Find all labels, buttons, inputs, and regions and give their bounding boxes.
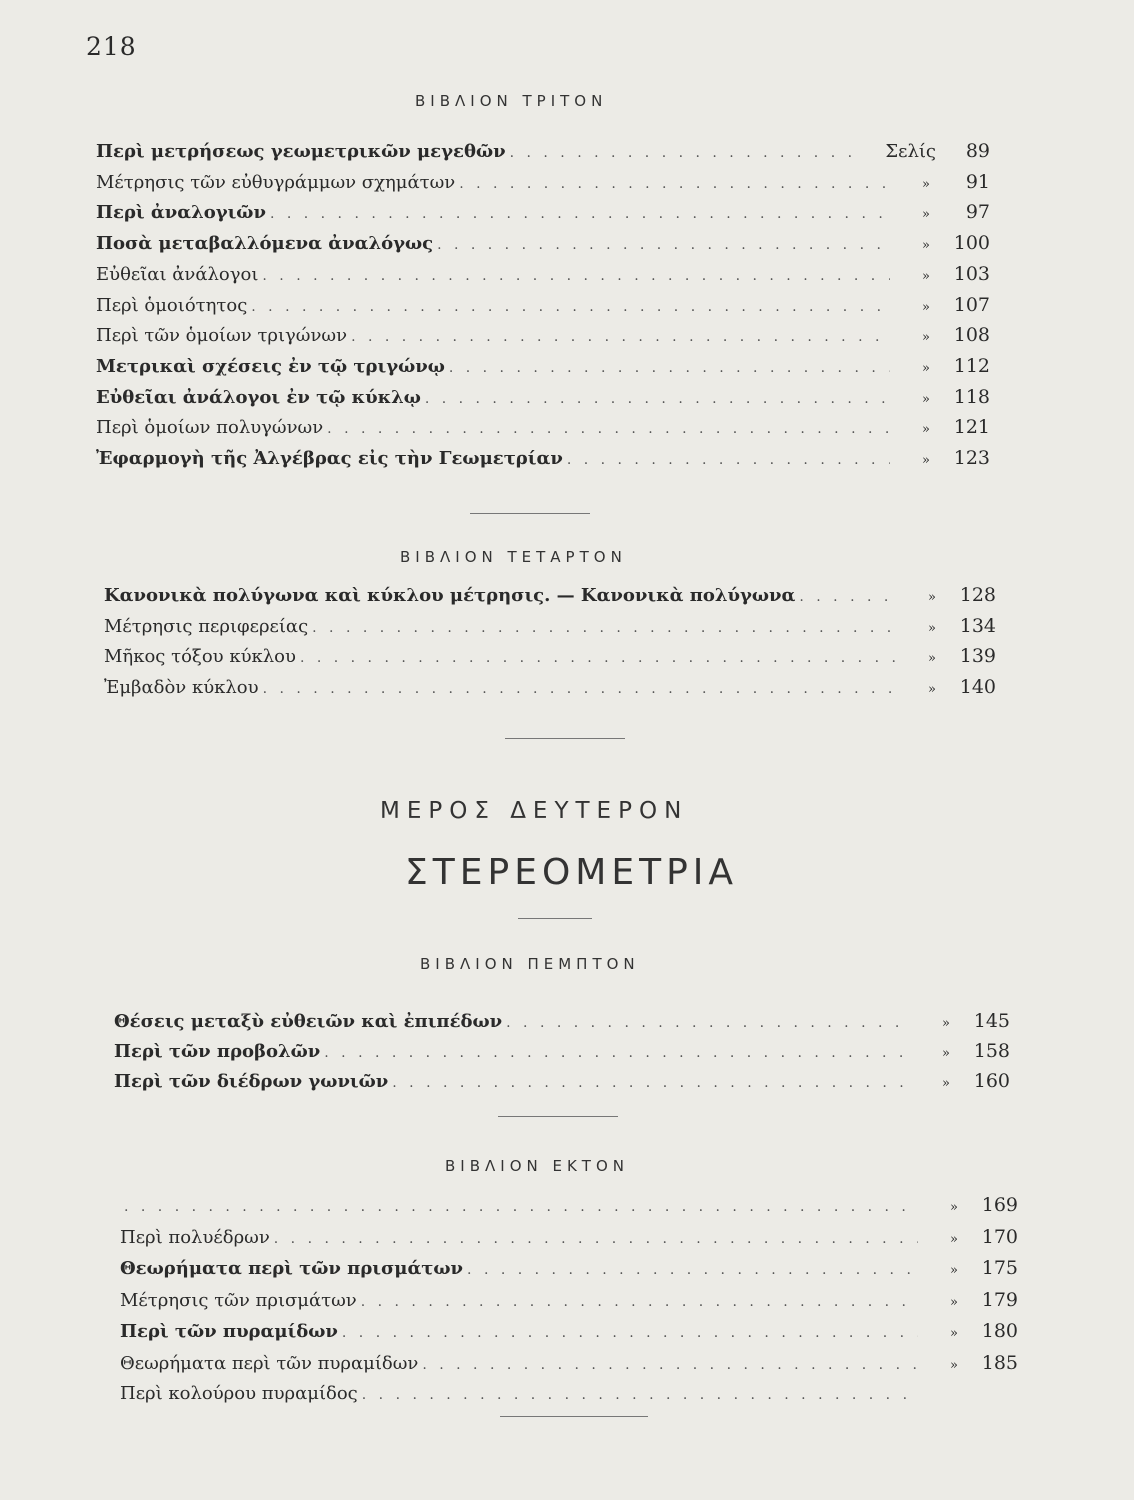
toc-entry bbox=[114, 1040, 1010, 1062]
dot-leader bbox=[361, 1294, 918, 1310]
toc-entry-page: 169 bbox=[981, 1194, 1018, 1216]
toc-entry-marker: » bbox=[950, 1294, 958, 1310]
dot-leader bbox=[327, 421, 890, 437]
dot-leader bbox=[300, 650, 896, 666]
toc-entry bbox=[96, 416, 990, 438]
toc-entry-marker: » bbox=[950, 1231, 958, 1247]
toc-entry-title: Περὶ τῶν ὁμοίων τριγώνων bbox=[96, 325, 348, 347]
toc-entry-marker: » bbox=[922, 238, 930, 254]
toc-entry-marker: » bbox=[922, 360, 930, 376]
divider-2 bbox=[505, 738, 625, 739]
part2-heading: ΜΕΡΟΣ ΔΕΥΤΕΡΟΝ bbox=[380, 798, 689, 824]
toc-entry bbox=[104, 676, 996, 698]
toc-entry-page: 128 bbox=[959, 584, 996, 606]
toc-entry-title: Μετρικαὶ σχέσεις ἐν τῷ τριγώνῳ bbox=[96, 355, 445, 377]
dot-leader bbox=[425, 391, 890, 407]
toc-entry bbox=[96, 447, 990, 469]
toc-entry-marker: Σελίς bbox=[885, 141, 936, 162]
dot-leader bbox=[262, 268, 890, 284]
toc-entry-marker: » bbox=[922, 391, 930, 407]
toc-entry-title: Ἐμβαδὸν κύκλου bbox=[104, 676, 259, 698]
toc-entry-marker: » bbox=[950, 1263, 958, 1278]
dot-leader bbox=[567, 452, 890, 468]
toc-entry-marker: » bbox=[922, 268, 930, 284]
toc-entry-marker: » bbox=[942, 1076, 950, 1091]
divider-5 bbox=[500, 1416, 648, 1417]
toc-entry-page: 139 bbox=[959, 645, 996, 667]
toc-entry-marker: » bbox=[922, 453, 930, 468]
toc-entry-page: 160 bbox=[973, 1070, 1010, 1092]
toc-entry bbox=[114, 1070, 1010, 1092]
toc-entry-title: Μέτρησις τῶν πρισμάτων bbox=[120, 1289, 357, 1311]
dot-leader bbox=[251, 299, 890, 315]
toc-entry-title: Περὶ ὁμοίων πολυγώνων bbox=[96, 417, 324, 439]
toc-entry-title: Περὶ ὁμοιότητος bbox=[96, 294, 248, 316]
toc-entry-page: 134 bbox=[959, 614, 996, 637]
toc-entry-marker: » bbox=[922, 330, 930, 346]
toc-entry-page: 170 bbox=[981, 1225, 1018, 1248]
toc-entry-marker: » bbox=[942, 1016, 950, 1031]
toc-entry bbox=[96, 294, 990, 316]
page-number: 218 bbox=[86, 32, 137, 61]
toc-entry bbox=[120, 1194, 1018, 1216]
dot-leader bbox=[506, 1015, 910, 1031]
toc-entry bbox=[96, 324, 990, 346]
book4-heading: ΒΙΒΛΙΟΝ ΤΕΤΑΡΤΟΝ bbox=[400, 548, 627, 566]
toc-entry-page: 121 bbox=[953, 416, 990, 439]
dot-leader bbox=[392, 1075, 910, 1091]
toc-entry-marker: » bbox=[928, 590, 936, 605]
toc-entry-page: 91 bbox=[965, 170, 990, 193]
dot-leader bbox=[324, 1045, 910, 1061]
toc-entry bbox=[96, 201, 990, 223]
toc-entry-page: 185 bbox=[981, 1351, 1018, 1374]
toc-entry-page: 89 bbox=[965, 140, 990, 162]
toc-entry-page: 123 bbox=[953, 447, 990, 469]
dot-leader bbox=[274, 1231, 918, 1247]
toc-entry-page: 140 bbox=[959, 675, 996, 698]
toc-entry bbox=[120, 1226, 1018, 1248]
toc-entry-page: 180 bbox=[981, 1320, 1018, 1342]
toc-entry-page: 179 bbox=[981, 1288, 1018, 1311]
toc-entry-title: Θεωρήματα περὶ τῶν πυραμίδων bbox=[120, 1352, 419, 1374]
dot-leader bbox=[422, 1357, 918, 1373]
toc-entry bbox=[104, 645, 996, 667]
divider-3 bbox=[518, 918, 592, 919]
dot-leader bbox=[362, 1387, 918, 1403]
toc-entry-marker: » bbox=[922, 422, 930, 438]
dot-leader bbox=[124, 1199, 918, 1215]
toc-entry-page: 175 bbox=[981, 1257, 1018, 1279]
toc-entry-title: Εὐθεῖαι ἀνάλογοι ἐν τῷ κύκλῳ bbox=[96, 386, 421, 408]
toc-entry-title: Εὐθεῖαι ἀνάλογοι bbox=[96, 263, 259, 285]
toc-entry-marker: » bbox=[950, 1357, 958, 1373]
toc-entry bbox=[120, 1320, 1018, 1342]
toc-entry-title: Μῆκος τόξου κύκλου bbox=[104, 646, 296, 667]
toc-entry bbox=[120, 1383, 1018, 1404]
part2-subject: ΣΤΕΡΕΟΜΕΤΡΙΑ bbox=[405, 852, 739, 893]
toc-entry bbox=[96, 232, 990, 254]
dot-leader bbox=[351, 329, 890, 345]
toc-entry-marker: » bbox=[922, 207, 930, 223]
toc-entry-page: 103 bbox=[953, 262, 990, 285]
toc-entry-page: 108 bbox=[953, 324, 990, 347]
dot-leader bbox=[467, 1262, 918, 1278]
toc-entry-page: 158 bbox=[973, 1040, 1010, 1062]
toc-entry-marker: » bbox=[928, 651, 936, 666]
toc-entry-title: Μέτρησις περιφερείας bbox=[104, 615, 309, 637]
toc-entry-title: Ἐφαρμογὴ τῆς Ἀλγέβρας εἰς τὴν Γεωμετρίαν bbox=[96, 448, 563, 469]
dot-leader bbox=[270, 206, 890, 222]
toc-entry bbox=[104, 615, 996, 637]
toc-entry-title: Θέσεις μεταξὺ εὐθειῶν καὶ ἐπιπέδων bbox=[114, 1011, 503, 1032]
toc-entry-title: Ποσὰ μεταβαλλόμενα ἀναλόγως bbox=[96, 233, 434, 255]
toc-entry bbox=[104, 584, 996, 606]
toc-entry-title: Μέτρησις τῶν εὐθυγράμμων σχημάτων bbox=[96, 171, 456, 193]
toc-entry-title: Περὶ μετρήσεως γεωμετρικῶν μεγεθῶν bbox=[96, 141, 506, 162]
toc-entry-title: Θεωρήματα περὶ τῶν πρισμάτων bbox=[120, 1258, 464, 1279]
dot-leader bbox=[312, 620, 896, 636]
toc-entry-marker: » bbox=[922, 176, 930, 192]
toc-entry bbox=[96, 171, 990, 193]
toc-entry-marker: » bbox=[950, 1326, 958, 1341]
toc-entry-marker: » bbox=[922, 299, 930, 315]
toc-entry-page: 118 bbox=[953, 385, 990, 408]
dot-leader bbox=[342, 1325, 918, 1341]
divider-1 bbox=[470, 513, 590, 514]
toc-entry-marker: » bbox=[928, 681, 936, 697]
toc-entry-title: Περὶ τῶν προβολῶν bbox=[114, 1041, 321, 1062]
toc-entry-page: 97 bbox=[965, 201, 990, 224]
dot-leader bbox=[459, 176, 890, 192]
toc-entry-page: 107 bbox=[953, 293, 990, 316]
toc-entry-title: Περὶ πολυέδρων bbox=[120, 1226, 270, 1248]
book5-heading: ΒΙΒΛΙΟΝ ΠΕΜΠΤΟΝ bbox=[420, 955, 640, 973]
toc-entry bbox=[120, 1352, 1018, 1374]
dot-leader bbox=[263, 681, 896, 697]
toc-entry bbox=[120, 1289, 1018, 1311]
toc-entry-title: Περὶ κολούρου πυραμίδος bbox=[120, 1383, 358, 1404]
toc-entry-title: Κανονικὰ πολύγωνα καὶ κύκλου μέτρησις. — Κανονικὰ πολύγωνα bbox=[104, 585, 796, 606]
toc-entry bbox=[96, 263, 990, 285]
toc-entry-page: 112 bbox=[953, 354, 990, 377]
toc-entry-page: 100 bbox=[953, 232, 990, 255]
toc-entry-title: Περὶ τῶν διέδρων γωνιῶν bbox=[114, 1071, 389, 1092]
toc-entry-title: Περὶ τῶν πυραμίδων bbox=[120, 1321, 338, 1342]
book3-heading: ΒΙΒΛΙΟΝ ΤΡΙΤΟΝ bbox=[415, 92, 608, 110]
book6-heading: ΒΙΒΛΙΟΝ ΕΚΤΟΝ bbox=[445, 1157, 629, 1175]
dot-leader bbox=[799, 589, 896, 605]
toc-entry-page: 145 bbox=[973, 1010, 1010, 1032]
toc-entry bbox=[96, 355, 990, 377]
divider-4 bbox=[498, 1116, 618, 1117]
toc-entry bbox=[96, 386, 990, 408]
dot-leader bbox=[437, 237, 890, 253]
dot-leader bbox=[449, 360, 890, 376]
toc-entry bbox=[114, 1010, 1010, 1032]
toc-entry bbox=[96, 140, 990, 162]
toc-entry-marker: » bbox=[928, 620, 936, 636]
toc-entry-marker: » bbox=[950, 1200, 958, 1215]
toc-entry-marker: » bbox=[942, 1046, 950, 1061]
dot-leader bbox=[510, 145, 864, 161]
toc-entry-title: Περὶ ἀναλογιῶν bbox=[96, 202, 266, 224]
toc-entry bbox=[120, 1257, 1018, 1279]
